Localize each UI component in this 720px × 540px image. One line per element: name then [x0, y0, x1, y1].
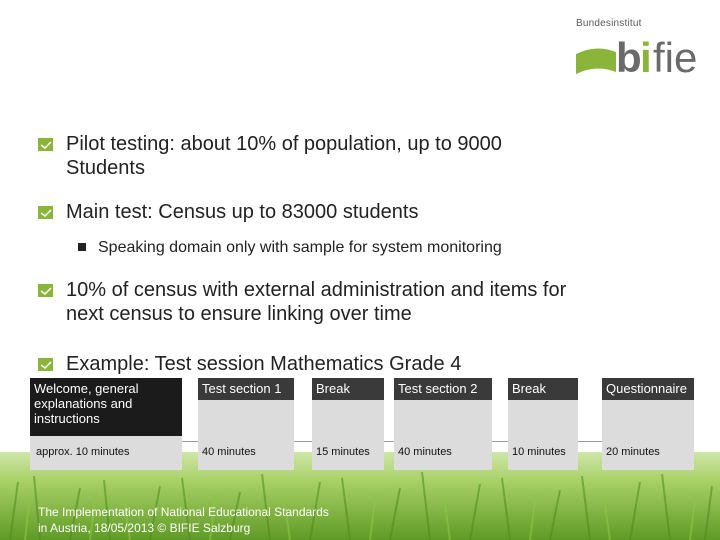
session-step — [30, 378, 182, 470]
step-title: Break — [508, 378, 578, 400]
footer-line: in Austria, 18/05/2013 © BIFIE Salzburg — [38, 521, 251, 535]
footer — [38, 504, 329, 536]
connector-line — [384, 441, 394, 442]
step-title: Break — [312, 378, 384, 400]
step-duration: 40 minutes — [202, 446, 256, 458]
step-title: Test section 2 — [394, 378, 492, 400]
bullet-text-line: 10% of census with external administration and items for — [66, 279, 567, 301]
step-duration: 15 minutes — [316, 446, 370, 458]
square-bullet-icon — [78, 243, 86, 251]
step-duration: 10 minutes — [512, 446, 566, 458]
bullet-text-line: next census to ensure linking over time — [66, 303, 412, 325]
green-bullet-icon — [38, 138, 53, 151]
green-bullet-icon — [38, 284, 53, 297]
session-step — [198, 378, 294, 470]
step-title: Questionnaire — [602, 378, 694, 400]
step-duration: approx. 10 minutes — [36, 446, 130, 458]
svg-text:fie: fie — [653, 34, 698, 81]
svg-text:b: b — [616, 34, 642, 81]
bullet-text-line: Students — [66, 157, 145, 179]
connector-line — [578, 441, 602, 442]
sub-bullet-text: Speaking domain only with sample for system monitoring — [98, 239, 502, 256]
green-bullet-icon — [38, 358, 53, 371]
logo-top-text: Bundesinstitut — [576, 18, 642, 29]
step-title: Welcome, general explanations and instructions — [30, 378, 182, 436]
session-step — [394, 378, 492, 470]
bullet-text-line: Example: Test session Mathematics Grade 4 — [66, 353, 462, 375]
footer-line: The Implementation of National Educational Standards — [38, 505, 329, 519]
logo-mark — [574, 26, 708, 82]
green-bullet-icon — [38, 206, 53, 219]
svg-text:i: i — [640, 34, 652, 81]
test-session-diagram — [30, 378, 700, 470]
session-step — [508, 378, 578, 470]
step-duration: 20 minutes — [606, 446, 660, 458]
session-step — [602, 378, 694, 470]
bullet-text-line: Main test: Census up to 83000 students — [66, 201, 419, 223]
step-duration: 40 minutes — [398, 446, 452, 458]
step-title: Test section 1 — [198, 378, 294, 400]
connector-line — [182, 441, 198, 442]
connector-line — [492, 441, 508, 442]
session-step — [312, 378, 384, 470]
bifie-logo — [574, 18, 708, 81]
connector-line — [294, 441, 312, 442]
bullet-text-line: Pilot testing: about 10% of population, up to 9000 — [66, 133, 502, 155]
